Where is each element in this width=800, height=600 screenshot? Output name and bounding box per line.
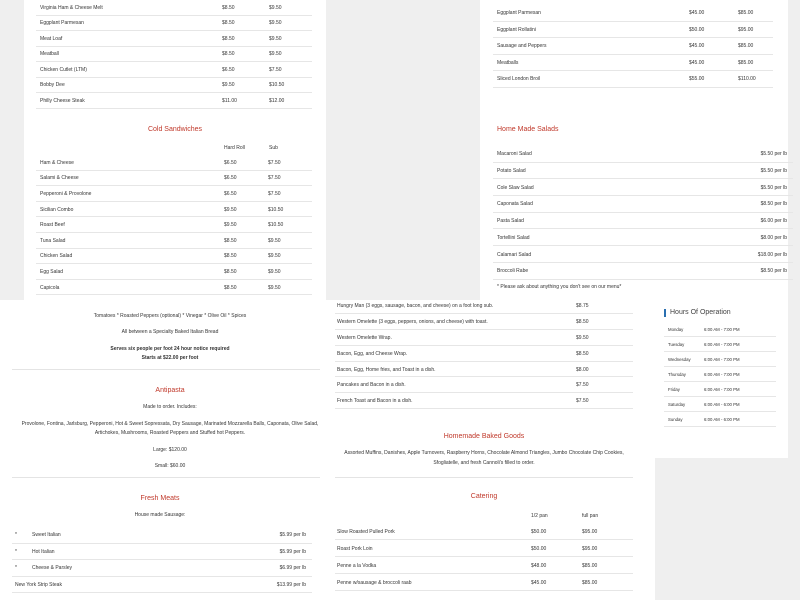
table-row bbox=[493, 179, 793, 196]
divider bbox=[335, 477, 633, 478]
item-name: Broccoli Rabe bbox=[497, 268, 529, 275]
table-row bbox=[335, 298, 633, 314]
hard-roll-price: $8.50 bbox=[222, 51, 235, 58]
hard-roll-price: $8.50 bbox=[222, 35, 235, 42]
hard-roll-price: $6.50 bbox=[222, 66, 235, 73]
item-name: Chicken Salad bbox=[40, 253, 73, 260]
table-row bbox=[493, 146, 793, 163]
hard-roll-price: $6.50 bbox=[224, 190, 237, 197]
cold-col-sub: Sub bbox=[269, 145, 278, 151]
sub-price: $9.50 bbox=[269, 4, 282, 11]
half-pan-price: $50.00 bbox=[531, 528, 547, 535]
table-row bbox=[12, 577, 312, 594]
salads-title: Home Made Salads bbox=[497, 126, 559, 133]
antipasta-title: Antipasta bbox=[155, 387, 185, 394]
hard-roll-price: $8.50 bbox=[224, 237, 237, 244]
hours-time: 6:00 AM - 7:00 PM bbox=[704, 372, 740, 377]
price: $7.50 bbox=[576, 398, 589, 405]
price: $8.50 per lb bbox=[760, 268, 787, 275]
sub-price: $9.50 bbox=[268, 237, 281, 244]
table-row bbox=[36, 264, 312, 280]
table-row bbox=[493, 22, 773, 39]
half-tray-price: $45.00 bbox=[689, 10, 705, 17]
fresh-meats-title: Fresh Meats bbox=[140, 495, 180, 502]
hard-roll-price: $6.50 bbox=[224, 175, 237, 182]
baked-goods-title: Homemade Baked Goods bbox=[443, 433, 525, 440]
item-name: Cheese & Parsley bbox=[32, 565, 73, 572]
table-row bbox=[493, 230, 793, 247]
sub-price: $7.50 bbox=[268, 190, 281, 197]
cold-sandwiches-title: Cold Sandwiches bbox=[147, 126, 203, 133]
sub-price: $7.50 bbox=[269, 66, 282, 73]
item-name: Pancakes and Bacon in a dish. bbox=[337, 382, 406, 389]
full-pan-price: $85.00 bbox=[582, 579, 598, 586]
sub-price: $9.50 bbox=[268, 253, 281, 260]
table-row bbox=[36, 186, 312, 202]
sub-price: $9.50 bbox=[269, 35, 282, 42]
price: $8.50 bbox=[576, 318, 589, 325]
item-name: Bobby Dee bbox=[40, 82, 65, 89]
item-name: Virginia Ham & Cheese Melt bbox=[40, 4, 103, 11]
table-row bbox=[493, 213, 793, 230]
hours-day: Saturday bbox=[668, 402, 686, 407]
cold-col-hard-roll: Hard Roll bbox=[224, 145, 245, 151]
sub-price: $9.50 bbox=[269, 51, 282, 58]
item-name: Bacon, Egg, Home fries, and Toast in a dish. bbox=[337, 366, 436, 373]
hours-time: 6:00 AM - 7:00 PM bbox=[704, 357, 740, 362]
hours-day: Monday bbox=[668, 327, 684, 332]
item-name: Caponata Salad bbox=[497, 201, 533, 208]
item-name: Western Omelette Wrap. bbox=[337, 334, 392, 341]
hours-row bbox=[664, 352, 776, 367]
antipasta-subtitle: Made to order. Includes: bbox=[143, 404, 197, 410]
bullet: * bbox=[15, 548, 17, 555]
item-name: Capicola bbox=[40, 284, 60, 291]
item-name: Egg Salad bbox=[40, 268, 64, 275]
full-tray-price: $110.00 bbox=[738, 76, 756, 83]
catering-title: Catering bbox=[470, 493, 498, 500]
hours-day: Friday bbox=[668, 387, 680, 392]
hard-roll-price: $9.50 bbox=[224, 222, 237, 229]
table-row bbox=[12, 544, 312, 561]
full-pan-price: $95.00 bbox=[582, 528, 598, 535]
item-name: Hot Italian bbox=[32, 548, 55, 555]
sub-price: $7.50 bbox=[268, 175, 281, 182]
sub-price: $9.50 bbox=[268, 284, 281, 291]
price: $5.99 per lb bbox=[279, 548, 306, 555]
item-name: Chicken Cutlet (LTM) bbox=[40, 66, 87, 73]
table-row bbox=[493, 55, 773, 72]
sub-price: $10.50 bbox=[268, 222, 284, 229]
antipasta-description: Provolone, Fontina, Jarlsburg, Pepperoni, Hot & Sweet Sopressata, Dry Sausage, Marinated Mozzarella Balls, Caponata, Olive Salad, Artichokes, Mushrooms, Roasted Peppers and Stuffed hot Peppers. bbox=[21, 421, 319, 436]
item-name: Eggplant Parmesan bbox=[497, 10, 541, 17]
price: $5.50 per lb bbox=[760, 151, 787, 158]
table-row bbox=[36, 0, 312, 16]
hard-roll-price: $8.50 bbox=[222, 20, 235, 27]
item-name: Calamari Salad bbox=[497, 251, 532, 258]
antipasta-large-price: Large: $120.00 bbox=[153, 447, 187, 453]
item-name: Cole Slaw Salad bbox=[497, 184, 534, 191]
hard-roll-price: $9.50 bbox=[224, 206, 237, 213]
table-row bbox=[335, 362, 633, 378]
item-name: Pepperoni & Provolone bbox=[40, 190, 92, 197]
half-pan-price: $50.00 bbox=[531, 545, 547, 552]
hours-row bbox=[664, 412, 776, 427]
item-name: Eggplant Rollatini bbox=[497, 26, 536, 33]
table-row bbox=[36, 155, 312, 171]
item-name: Sliced London Broil bbox=[497, 76, 541, 83]
price: $8.75 bbox=[576, 302, 589, 309]
price: $5.50 per lb bbox=[760, 184, 787, 191]
item-name: French Toast and Bacon in a dish. bbox=[337, 398, 413, 405]
item-name: Slow Roasted Pulled Pork bbox=[337, 528, 395, 535]
item-name: Eggplant Parmesan bbox=[40, 20, 84, 27]
price: $18.00 per lb bbox=[757, 251, 787, 258]
price: $6.99 per lb bbox=[279, 565, 306, 572]
half-tray-price: $45.00 bbox=[689, 59, 705, 66]
antipasta-intro-line3: Serves six people per foot 24 hour notice required bbox=[110, 346, 230, 352]
hours-day: Wednesday bbox=[668, 357, 691, 362]
item-name: Macaroni Salad bbox=[497, 151, 532, 158]
table-row bbox=[36, 171, 312, 187]
table-row bbox=[493, 38, 773, 55]
full-tray-price: $85.00 bbox=[738, 43, 754, 50]
price: $7.50 bbox=[576, 382, 589, 389]
hours-day: Thursday bbox=[668, 372, 686, 377]
item-name: Roast Beef bbox=[40, 222, 65, 229]
item-name: Hungry Man (3 eggs, sausage, bacon, and cheese) on a foot long sub. bbox=[337, 302, 494, 309]
catering-col-half: 1/2 pan bbox=[531, 513, 548, 519]
item-name: Sweet Italian bbox=[32, 532, 61, 539]
item-name: Sicilian Combo bbox=[40, 206, 74, 213]
item-name: Meat Loaf bbox=[40, 35, 63, 42]
sub-price: $12.00 bbox=[269, 97, 285, 104]
item-name: Philly Cheese Steak bbox=[40, 97, 85, 104]
table-row bbox=[335, 557, 633, 574]
item-name: Roast Pork Loin bbox=[337, 545, 373, 552]
item-name: Ham & Cheese bbox=[40, 159, 74, 166]
sub-price: $10.50 bbox=[268, 206, 284, 213]
price: $13.99 per lb bbox=[276, 581, 306, 588]
sub-price: $10.50 bbox=[269, 82, 285, 89]
salads-note: * Please ask about anything you don't see on our menu* bbox=[497, 284, 622, 290]
half-pan-price: $48.00 bbox=[531, 562, 547, 569]
table-row bbox=[36, 16, 312, 32]
sub-price: $7.50 bbox=[268, 159, 281, 166]
antipasta-intro-line2: All between a Specialty Baked Italian Bread bbox=[121, 329, 219, 335]
table-row bbox=[493, 246, 793, 263]
full-pan-price: $85.00 bbox=[582, 562, 598, 569]
hard-roll-price: $8.50 bbox=[222, 4, 235, 11]
baked-goods-description: Assorted Muffins, Danishes, Apple Turnovers, Raspberry Horns, Chocolate Almond Triangles, Jumbo Chocolate Chip Cookies, Sfogliatelle, and fresh Cannoli's filled to order. bbox=[344, 450, 624, 466]
sub-price: $9.50 bbox=[269, 20, 282, 27]
half-pan-price: $45.00 bbox=[531, 579, 547, 586]
table-row bbox=[493, 71, 773, 88]
hours-day: Tuesday bbox=[668, 342, 685, 347]
item-name: Western Omelette (3 eggs, peppers, onions, and cheese) with toast. bbox=[337, 318, 488, 325]
table-row bbox=[335, 393, 633, 409]
full-tray-price: $95.00 bbox=[738, 26, 754, 33]
price: $9.50 bbox=[576, 334, 589, 341]
item-name: Tortellini Salad bbox=[497, 234, 530, 241]
item-name: Bacon, Egg, and Cheese Wrap. bbox=[337, 350, 408, 357]
table-row bbox=[335, 523, 633, 540]
hours-row bbox=[664, 397, 776, 412]
table-row bbox=[335, 540, 633, 557]
table-row bbox=[335, 346, 633, 362]
hard-roll-price: $11.00 bbox=[222, 97, 237, 104]
table-row bbox=[12, 527, 312, 544]
table-row bbox=[36, 47, 312, 63]
full-pan-price: $95.00 bbox=[582, 545, 598, 552]
hours-time: 6:00 AM - 7:00 PM bbox=[704, 327, 740, 332]
table-row bbox=[36, 202, 312, 218]
antipasta-intro-line1: Tomatoes * Roasted Peppers (optional) * Vinegar * Olive Oil * Spices bbox=[93, 313, 247, 319]
item-name: New York Strip Steak bbox=[15, 581, 62, 588]
table-row bbox=[493, 163, 793, 180]
half-tray-price: $45.00 bbox=[689, 43, 705, 50]
hours-time: 6:00 AM - 7:00 PM bbox=[704, 342, 740, 347]
hours-row bbox=[664, 322, 776, 337]
hard-roll-price: $8.50 bbox=[224, 284, 237, 291]
table-row bbox=[36, 249, 312, 265]
bullet: * bbox=[15, 565, 17, 572]
hours-title: Hours Of Operation bbox=[670, 309, 731, 316]
half-tray-price: $50.00 bbox=[689, 26, 705, 33]
price: $8.50 bbox=[576, 350, 589, 357]
item-name: Pasta Salad bbox=[497, 218, 524, 225]
divider bbox=[12, 369, 320, 370]
table-row bbox=[36, 93, 312, 109]
item-name: Sausage and Peppers bbox=[497, 43, 547, 50]
hours-row bbox=[664, 382, 776, 397]
item-name: Penne w/sausage & broccoli raab bbox=[337, 579, 412, 586]
table-row bbox=[335, 574, 633, 591]
hours-time: 6:00 AM - 6:00 PM bbox=[704, 417, 740, 422]
item-name: Salami & Cheese bbox=[40, 175, 79, 182]
catering-col-full: full pan bbox=[582, 513, 599, 519]
item-name: Penne a la Vodka bbox=[337, 562, 377, 569]
table-row bbox=[12, 560, 312, 577]
fresh-meats-subtitle: House made Sausage: bbox=[134, 512, 186, 518]
table-row bbox=[335, 330, 633, 346]
hard-roll-price: $9.50 bbox=[222, 82, 235, 89]
price: $8.00 bbox=[576, 366, 589, 373]
hard-roll-price: $8.50 bbox=[224, 268, 237, 275]
price: $6.00 per lb bbox=[760, 218, 787, 225]
item-name: Potato Salad bbox=[497, 168, 526, 175]
price: $5.99 per lb bbox=[279, 532, 306, 539]
table-row bbox=[493, 5, 773, 22]
hours-title-bar bbox=[664, 309, 666, 317]
table-row bbox=[493, 263, 793, 280]
sub-price: $9.50 bbox=[268, 268, 281, 275]
table-row bbox=[36, 217, 312, 233]
table-row bbox=[36, 280, 312, 296]
hours-day: Sunday bbox=[668, 417, 683, 422]
hard-roll-price: $8.50 bbox=[224, 253, 237, 260]
table-row bbox=[493, 196, 793, 213]
table-row bbox=[36, 78, 312, 94]
antipasta-intro-line4: Starts at $22.00 per foot bbox=[141, 355, 199, 361]
table-row bbox=[36, 31, 312, 47]
hours-row bbox=[664, 337, 776, 352]
hours-time: 6:00 AM - 6:00 PM bbox=[704, 402, 740, 407]
table-row bbox=[36, 233, 312, 249]
table-row bbox=[36, 62, 312, 78]
hours-time: 6:00 AM - 7:00 PM bbox=[704, 387, 740, 392]
divider bbox=[12, 477, 320, 478]
table-row bbox=[335, 314, 633, 330]
table-row bbox=[335, 378, 633, 394]
bullet: * bbox=[15, 532, 17, 539]
full-tray-price: $85.00 bbox=[738, 10, 754, 17]
price: $5.50 per lb bbox=[760, 168, 787, 175]
hours-row bbox=[664, 367, 776, 382]
hard-roll-price: $6.50 bbox=[224, 159, 237, 166]
item-name: Meatballs bbox=[497, 59, 519, 66]
price: $8.50 per lb bbox=[760, 201, 787, 208]
price: $8.00 per lb bbox=[760, 234, 787, 241]
item-name: Meatball bbox=[40, 51, 59, 58]
full-tray-price: $85.00 bbox=[738, 59, 754, 66]
antipasta-small-price: Small: $60.00 bbox=[154, 463, 186, 469]
half-tray-price: $55.00 bbox=[689, 76, 705, 83]
item-name: Tuna Salad bbox=[40, 237, 66, 244]
